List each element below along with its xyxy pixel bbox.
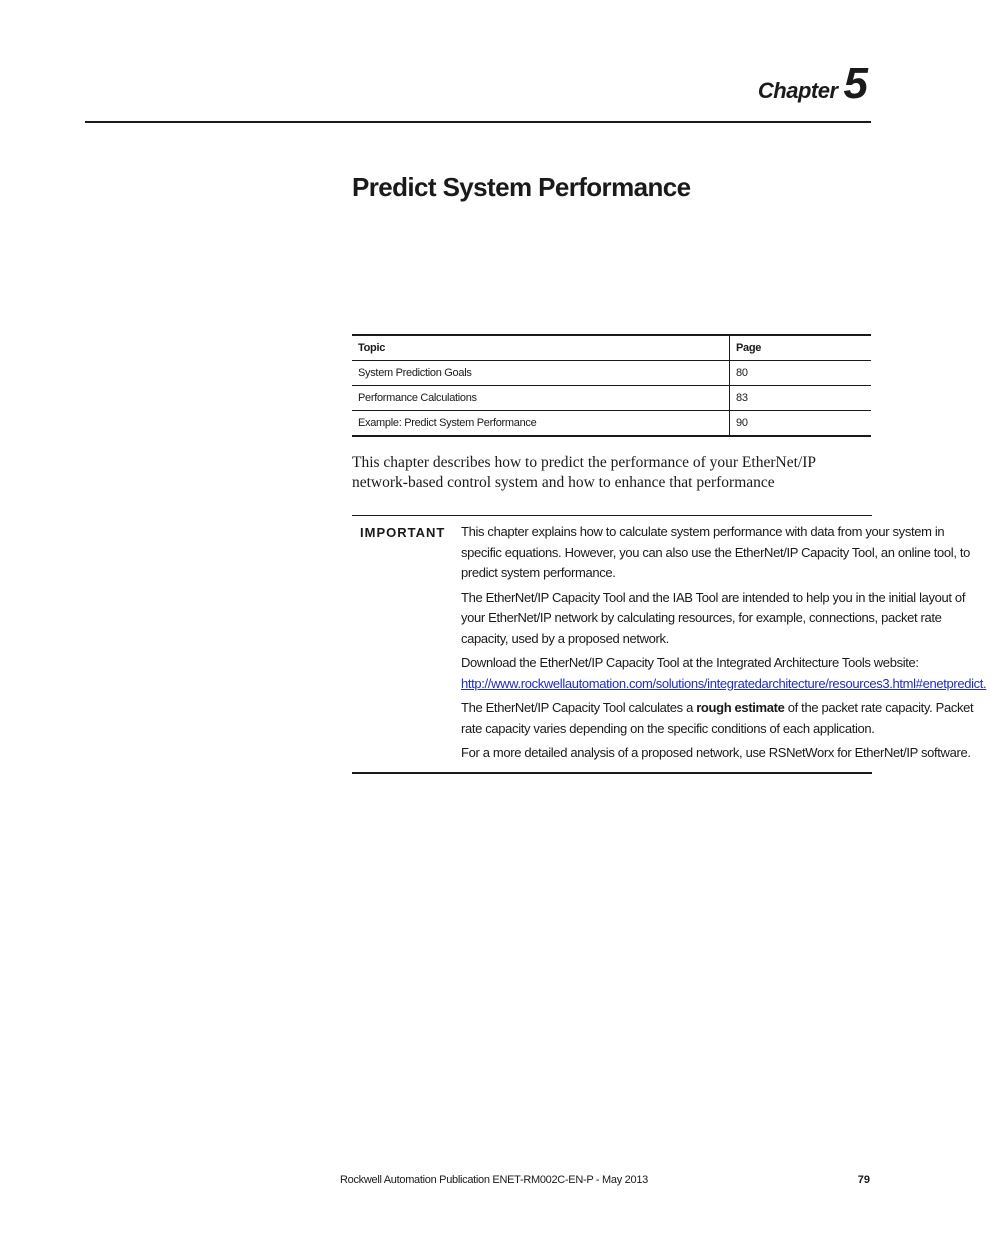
capacity-tool-link[interactable]: http://www.rockwellautomation.com/solutions/integratedarchitecture/resources3.html#enetpredict. <box>461 675 987 691</box>
footer-publication: Rockwell Automation Publication ENET-RM002C-EN-P - May 2013 <box>340 1174 648 1186</box>
important-paragraph <box>461 698 986 739</box>
topic-cell: Example: Predict System Performance <box>352 411 730 437</box>
important-paragraph: For a more detailed analysis of a proposed network, use RSNetWorx for EtherNet/IP software. <box>461 745 971 760</box>
estimate-text-prefix: The EtherNet/IP Capacity Tool calculates a <box>461 700 697 715</box>
page-number: 79 <box>857 1174 870 1186</box>
chapter-number: 5 <box>843 59 868 108</box>
header-divider <box>85 121 871 123</box>
topic-cell: System Prediction Goals <box>352 361 730 386</box>
important-paragraph <box>461 653 986 694</box>
table-row <box>352 411 871 437</box>
table-row <box>352 386 871 411</box>
rough-estimate-emphasis: rough estimate <box>696 700 785 715</box>
page-title: Predict System Performance <box>352 172 691 202</box>
table-row <box>352 361 871 386</box>
topic-cell: Performance Calculations <box>352 386 730 411</box>
chapter-label: Chapter <box>757 78 838 103</box>
important-body <box>461 522 990 764</box>
chapter-heading <box>757 59 868 108</box>
page-cell: 83 <box>730 386 872 411</box>
important-notice <box>352 515 987 774</box>
column-header-topic: Topic <box>352 335 730 361</box>
page-cell: 90 <box>730 411 872 437</box>
table-header-row <box>352 335 871 361</box>
column-header-page: Page <box>730 335 872 361</box>
download-text: Download the EtherNet/IP Capacity Tool at the Integrated Architecture Tools website: <box>461 655 919 670</box>
intro-paragraph: This chapter describes how to predict the performance of your EtherNet/IP network-based control system and how to enhance that performance <box>352 454 816 491</box>
important-label: IMPORTANT <box>360 525 446 540</box>
estimate-text-suffix: of the packet rate capacity. Packet rate capacity varies depending on the specific conditions of each application. <box>461 700 974 736</box>
topics-table <box>352 334 871 437</box>
important-paragraph: This chapter explains how to calculate system performance with data from your system in specific equations. However, you can also use the EtherNet/IP Capacity Tool, an online tool, to predict system performance. <box>461 524 970 580</box>
page-cell: 80 <box>730 361 872 386</box>
important-paragraph: The EtherNet/IP Capacity Tool and the IAB Tool are intended to help you in the initial layout of your EtherNet/IP network by calculating resources, for example, connections, packet rate capacity, used by a proposed network. <box>461 589 966 646</box>
